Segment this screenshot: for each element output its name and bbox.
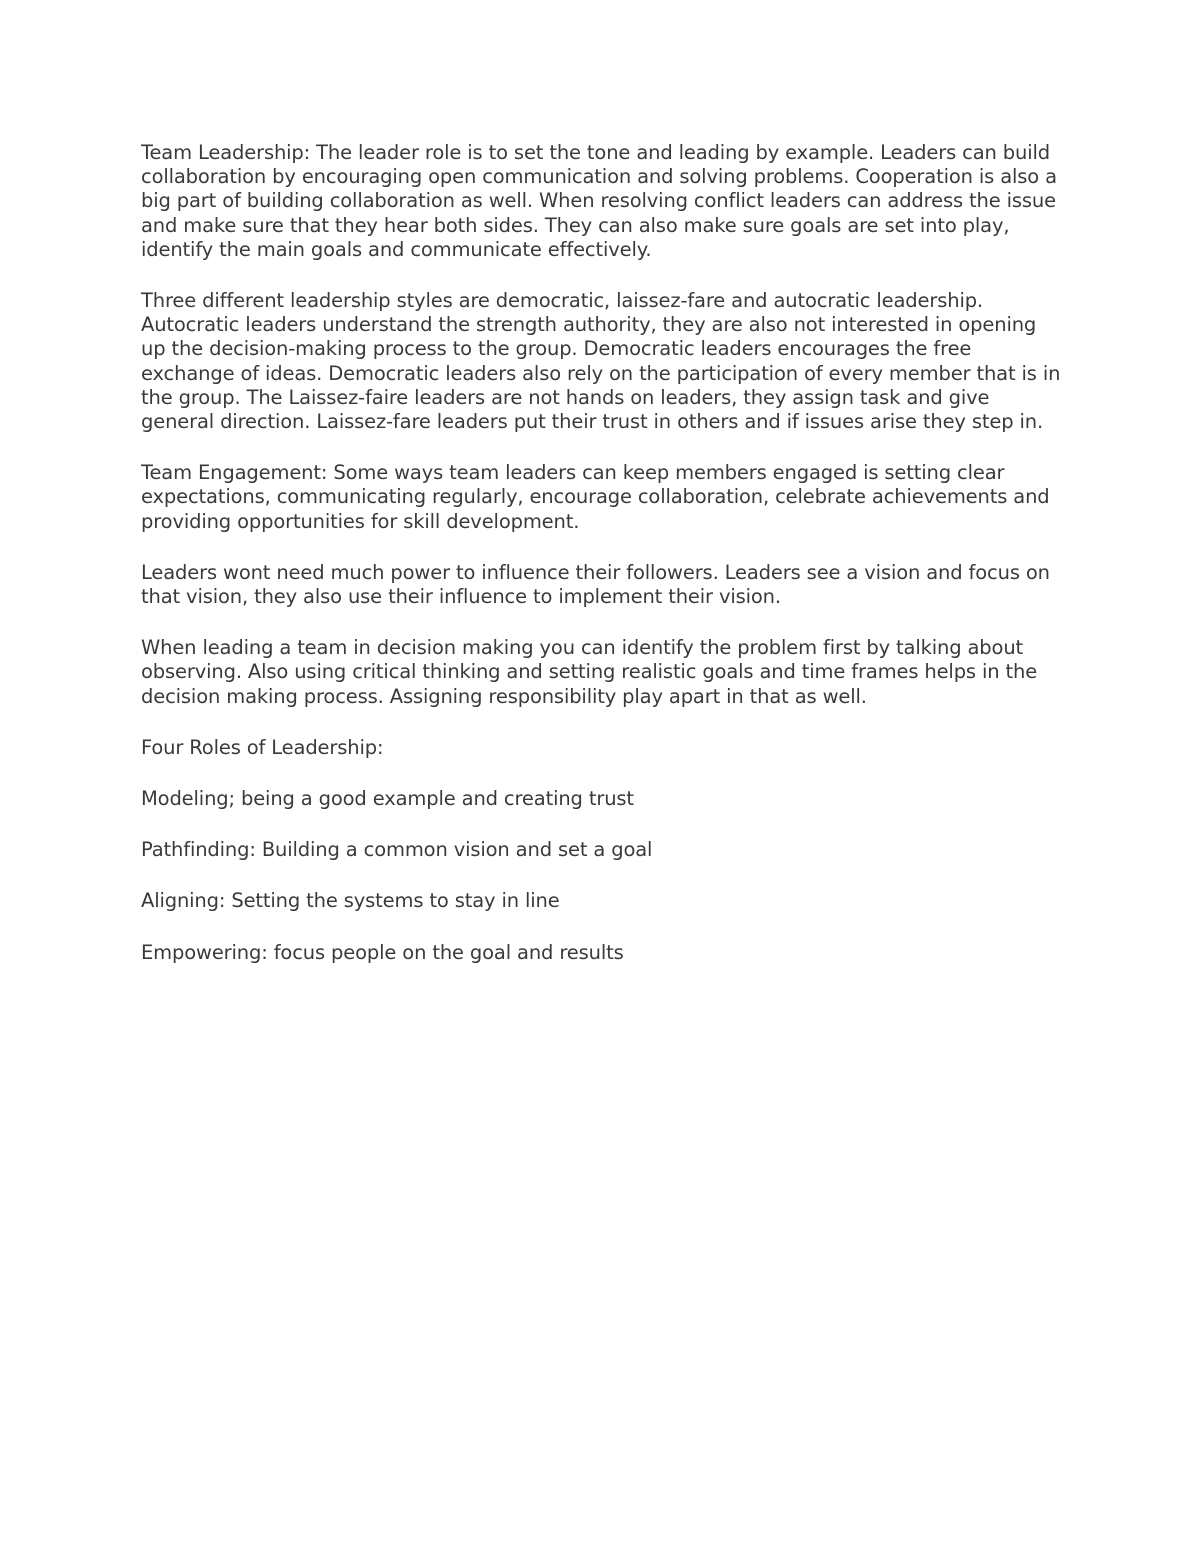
role-pathfinding: Pathfinding: Building a common vision and set a goal (141, 838, 653, 862)
heading-four-roles: Four Roles of Leadership: (141, 735, 384, 759)
paragraph-team-engagement: Team Engagement: Some ways team leaders can keep members engaged is setting clear expectations, communicating regularly, encourage collaboration, celebrate achievements and providing opportunities for skill development. (141, 461, 1050, 533)
paragraph-decision-making: When leading a team in decision making you can identify the problem first by talking about observing. Also using critical thinking and setting realistic goals and time frames helps in the decision making process. Assigning responsibility play apart in that as well. (141, 636, 1038, 708)
paragraph-team-leadership: Team Leadership: The leader role is to set the tone and leading by example. Leaders can build collaboration by encouraging open communication and solving problems. Cooperation is also a big part of building collaboration as well. When resolving conflict leaders can address the issue and make sure that they hear both sides. They can also make sure goals are set into play, identify the main goals and communicate effectively. (141, 141, 1057, 261)
paragraph-leadership-styles: Three different leadership styles are democratic, laissez-fare and autocratic leadership. Autocratic leaders understand the strength authority, they are also not interested in opening up the decision-making process to the group. Democratic leaders encourages the free exchange of ideas. Democratic leaders also rely on the participation of every member that is in the group. The Laissez-faire leaders are not hands on leaders, they assign task and give general direction. Laissez-fare leaders put their trust in others and if issues arise they step in. (141, 289, 1061, 434)
paragraph-leaders-influence: Leaders wont need much power to influence their followers. Leaders see a vision and focus on that vision, they also use their influence to implement their vision. (141, 560, 1050, 609)
role-aligning: Aligning: Setting the systems to stay in line (141, 889, 560, 913)
role-modeling: Modeling; being a good example and creating trust (141, 787, 634, 811)
document-body (141, 141, 1061, 992)
role-empowering: Empowering: focus people on the goal and results (141, 940, 624, 964)
